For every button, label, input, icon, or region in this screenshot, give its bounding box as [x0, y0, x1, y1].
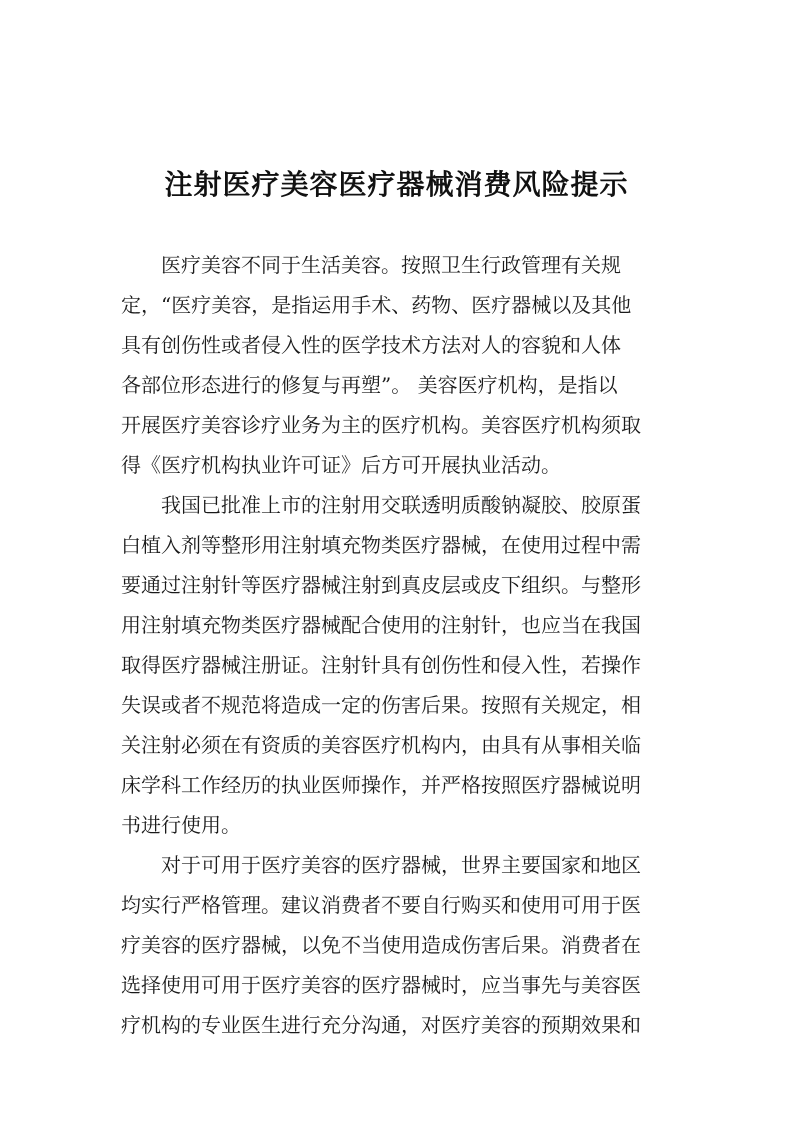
paragraph-1	[121, 245, 681, 485]
text-line: 选择使用可用于医疗美容的医疗器械时，应当事先与美容医	[121, 973, 641, 997]
paragraph-2	[121, 485, 681, 845]
text-line: 疗机构的专业医生进行充分沟通，对医疗美容的预期效果和	[121, 1013, 641, 1037]
text-line: 开展医疗美容诊疗业务为主的医疗机构。美容医疗机构须取	[121, 413, 641, 437]
text-line: 具有创伤性或者侵入性的医学技术方法对人的容貌和人体	[121, 333, 621, 357]
text-line: 对于可用于医疗美容的医疗器械，世界主要国家和地区	[161, 853, 641, 877]
text-line: 取得医疗器械注册证。注射针具有创伤性和侵入性，若操作	[121, 653, 641, 677]
text-line: 白植入剂等整形用注射填充物类医疗器械，在使用过程中需	[121, 533, 641, 557]
text-line: 关注射必须在有资质的美容医疗机构内，由具有从事相关临	[121, 733, 641, 757]
text-line: 用注射填充物类医疗器械配合使用的注射针，也应当在我国	[121, 613, 641, 637]
document-body	[121, 245, 681, 1045]
document-title: 注射医疗美容医疗器械消费风险提示	[164, 167, 629, 201]
text-line: 均实行严格管理。建议消费者不要自行购买和使用可用于医	[121, 893, 641, 917]
text-line: 要通过注射针等医疗器械注射到真皮层或皮下组织。与整形	[121, 573, 641, 597]
text-line: 各部位形态进行的修复与再塑”。 美容医疗机构，是指以	[121, 373, 618, 397]
text-line: 我国已批准上市的注射用交联透明质酸钠凝胶、胶原蛋	[161, 493, 641, 517]
text-line: 疗美容的医疗器械，以免不当使用造成伤害后果。消费者在	[121, 933, 641, 957]
paragraph-3	[121, 845, 681, 1045]
text-line: 医疗美容不同于生活美容。按照卫生行政管理有关规	[161, 253, 621, 277]
text-line: 得《医疗机构执业许可证》后方可开展执业活动。	[121, 453, 561, 477]
text-line: 床学科工作经历的执业医师操作，并严格按照医疗器械说明	[121, 773, 641, 797]
text-line: 书进行使用。	[121, 813, 241, 837]
text-line: 失误或者不规范将造成一定的伤害后果。按照有关规定，相	[121, 693, 641, 717]
text-line: 定，“医疗美容，是指运用手术、药物、医疗器械以及其他	[121, 293, 632, 317]
